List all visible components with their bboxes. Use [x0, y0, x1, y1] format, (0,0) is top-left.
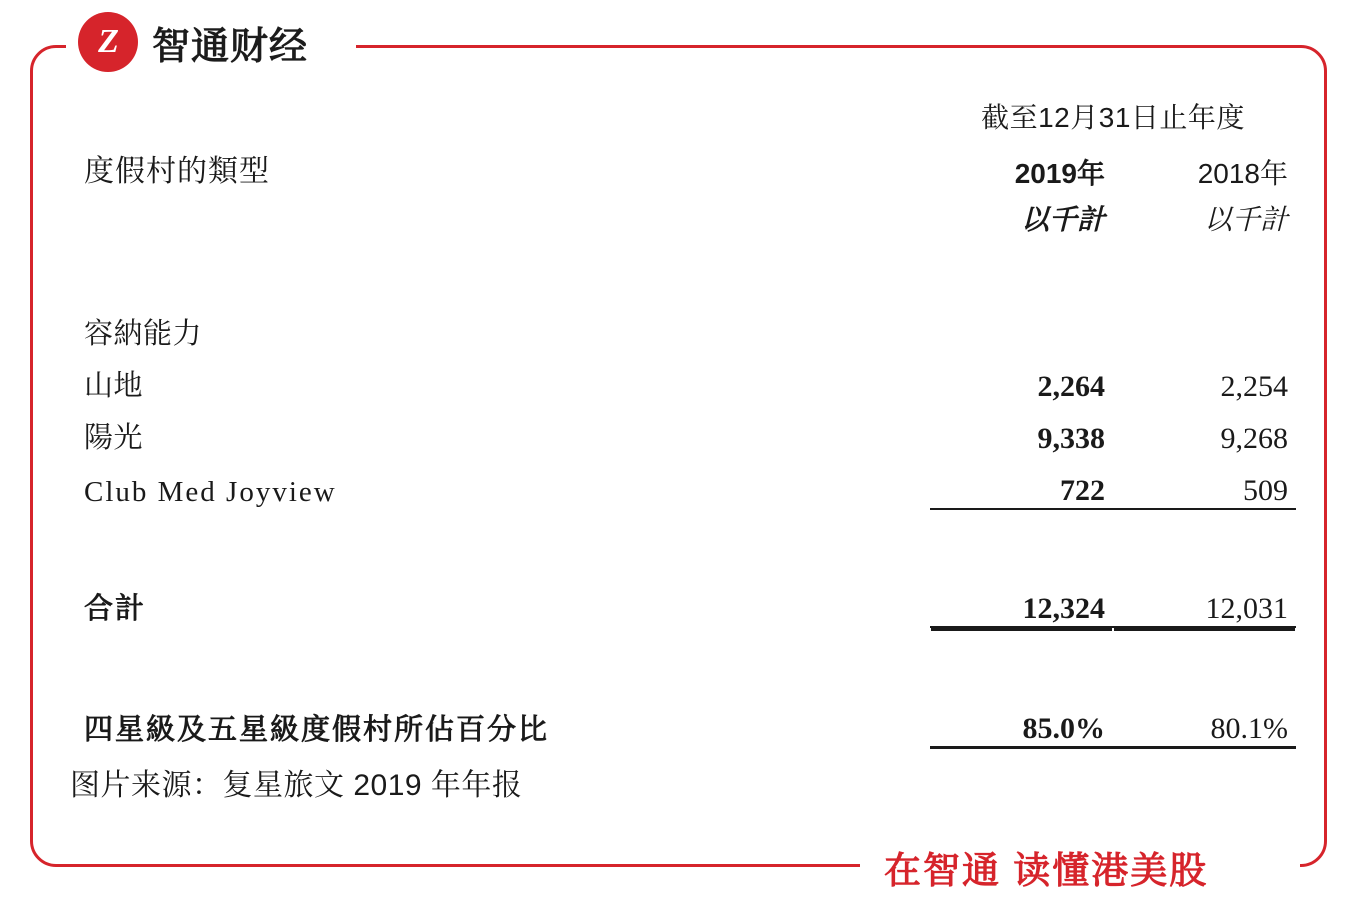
cell-joyview-2019: 722: [930, 456, 1113, 509]
period-header: 截至12月31日止年度: [981, 102, 1245, 133]
empty-cell: [930, 300, 1113, 352]
cell-sun-2018: 9,268: [1220, 422, 1289, 455]
logo-mark-icon: Z: [78, 12, 138, 72]
percentage-row: [84, 692, 1296, 748]
section-label-capacity: 容納能力: [84, 318, 203, 350]
brand-logo: [78, 12, 308, 72]
table-header-year-row: [84, 146, 1296, 198]
spacer-row: [84, 509, 1296, 574]
table-header-period-row: [84, 96, 1296, 146]
cell-percentage-2019: 85.0%: [930, 692, 1113, 748]
source-note: 图片来源：复星旅文 2019 年年报: [70, 769, 523, 802]
spacer-row: [84, 266, 1296, 300]
column-unit-2019: 以千計: [1020, 205, 1105, 236]
row-label-percentage: 四星級及五星級度假村所佔百分比: [84, 713, 550, 746]
empty-cell: [1113, 300, 1296, 352]
table-row: [84, 352, 1296, 404]
cell-mountain-2018: 2,254: [1220, 370, 1289, 403]
capacity-table-container: [84, 96, 1296, 749]
column-header-2018: 2018年: [1197, 158, 1289, 189]
column-unit-2018: 以千計: [1204, 205, 1289, 236]
row-label-total: 合計: [84, 593, 147, 625]
brand-slogan: 在智通 读懂港美股: [884, 850, 1209, 891]
column-header-2019: 2019年: [1014, 158, 1105, 189]
cell-total-2019: 12,324: [930, 574, 1113, 627]
section-label-row: [84, 300, 1296, 352]
table-row: [84, 456, 1296, 509]
cell-percentage-2018: 80.1%: [1113, 692, 1296, 748]
capacity-table: [84, 96, 1296, 749]
spacer-row: [84, 627, 1296, 692]
row-label-joyview: Club Med Joyview: [84, 476, 337, 508]
brand-name: 智通财经: [152, 25, 309, 68]
header-spacer: [84, 96, 930, 146]
cell-sun-2019: 9,338: [1037, 422, 1105, 455]
table-row: [84, 404, 1296, 456]
total-row: [84, 574, 1296, 627]
table-header-unit-row: [84, 198, 1296, 266]
unit-spacer: [84, 198, 930, 266]
cell-total-2018: 12,031: [1113, 574, 1296, 627]
row-header-label: 度假村的類型: [84, 155, 270, 188]
cell-joyview-2018: 509: [1113, 456, 1296, 509]
cell-mountain-2019: 2,264: [1037, 370, 1105, 403]
row-label-mountain: 山地: [84, 370, 144, 402]
row-label-sun: 陽光: [84, 422, 144, 454]
